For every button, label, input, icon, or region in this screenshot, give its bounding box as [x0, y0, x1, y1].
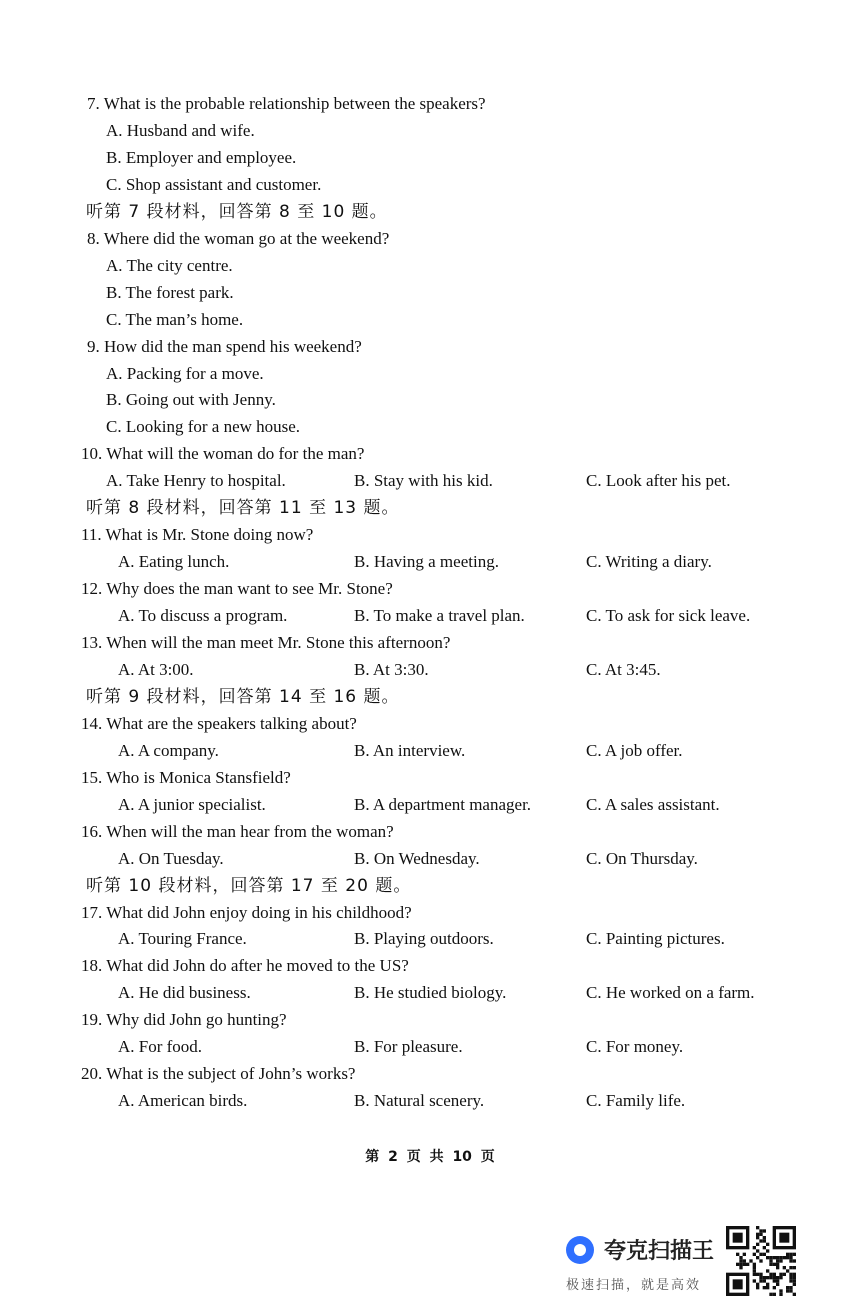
question-row [0, 441, 860, 467]
option-c: C. A job offer. [586, 740, 683, 760]
question-row [0, 630, 860, 656]
question-row [0, 91, 860, 117]
section-text: 听第 10 段材料，回答第 17 至 20 题。 [86, 875, 412, 896]
option-text: B. The forest park. [106, 282, 234, 302]
option-row [0, 280, 860, 306]
option-a: A. Eating lunch. [118, 552, 230, 572]
option-c: C. Writing a diary. [586, 552, 712, 572]
qr-code-icon [726, 1226, 796, 1296]
option-b: B. Natural scenery. [354, 1091, 485, 1111]
question-text: 19. Why did John go hunting? [81, 1010, 287, 1030]
option-c: C. A sales assistant. [586, 794, 720, 814]
question-text: 17. What did John enjoy doing in his childhood? [81, 902, 412, 922]
question-text: 12. Why does the man want to see Mr. Stone? [81, 579, 393, 599]
options-row [0, 980, 860, 1006]
watermark-slogan: 极速扫描，就是高效 [566, 1278, 702, 1293]
option-a: A. Touring France. [118, 929, 247, 949]
question-text: 18. What did John do after he moved to the US? [81, 956, 409, 976]
question-text: 7. What is the probable relationship between the speakers? [87, 94, 486, 113]
question-text: 8. Where did the woman go at the weekend? [87, 228, 390, 248]
option-b: B. For pleasure. [354, 1037, 463, 1057]
page-footer: 第 2 页 共 10 页 [365, 1149, 495, 1165]
question-text: 9. How did the man spend his weekend? [87, 336, 362, 356]
option-b: B. A department manager. [354, 794, 532, 814]
question-row [0, 1061, 860, 1087]
option-c: C. For money. [586, 1037, 684, 1057]
option-row [0, 387, 860, 413]
option-row [0, 145, 860, 171]
option-a: A. American birds. [118, 1091, 248, 1111]
scanner-logo-icon [566, 1236, 594, 1264]
option-text: C. The man’s home. [106, 309, 244, 329]
option-text: C. Looking for a new house. [106, 417, 301, 437]
option-b: B. On Wednesday. [354, 848, 480, 868]
options-row [0, 1088, 860, 1114]
section-text: 听第 8 段材料，回答第 11 至 13 题。 [86, 498, 400, 519]
question-row [0, 334, 860, 360]
option-text: B. Going out with Jenny. [106, 390, 276, 410]
option-a: A. At 3:00. [118, 659, 194, 679]
options-row [0, 926, 860, 952]
option-row [0, 118, 860, 144]
option-row [0, 414, 860, 440]
option-c: C. Family life. [586, 1091, 686, 1111]
option-c: C. He worked on a farm. [586, 983, 755, 1003]
section-text: 听第 7 段材料，回答第 8 至 10 题。 [86, 201, 388, 222]
question-row [0, 1007, 860, 1033]
option-a: A. A junior specialist. [118, 794, 266, 814]
section-heading [0, 873, 860, 899]
option-a: A. For food. [118, 1037, 203, 1057]
question-row [0, 900, 860, 926]
option-row [0, 307, 860, 333]
option-c: C. Look after his pet. [586, 471, 731, 491]
question-row [0, 765, 860, 791]
question-text: 20. What is the subject of John’s works? [81, 1064, 356, 1084]
option-a: A. Take Henry to hospital. [106, 471, 286, 491]
option-text: C. Shop assistant and customer. [106, 174, 322, 194]
option-text: A. Packing for a move. [106, 363, 264, 383]
options-row [0, 549, 860, 575]
option-b: B. To make a travel plan. [354, 606, 525, 626]
option-a: A. On Tuesday. [118, 848, 224, 868]
option-b: B. Having a meeting. [354, 552, 499, 572]
question-text: 10. What will the woman do for the man? [81, 444, 365, 464]
options-row [0, 468, 860, 494]
options-row [0, 846, 860, 872]
section-text: 听第 9 段材料，回答第 14 至 16 题。 [86, 686, 400, 707]
option-b: B. At 3:30. [354, 659, 429, 679]
section-heading [0, 684, 860, 710]
option-c: C. Painting pictures. [586, 929, 725, 949]
options-row [0, 738, 860, 764]
option-b: B. Playing outdoors. [354, 929, 494, 949]
options-row [0, 657, 860, 683]
question-text: 15. Who is Monica Stansfield? [81, 767, 291, 787]
option-a: A. He did business. [118, 983, 251, 1003]
question-row [0, 522, 860, 548]
question-row [0, 819, 860, 845]
section-heading [0, 199, 860, 225]
option-a: A. A company. [118, 740, 219, 760]
option-row [0, 361, 860, 387]
option-text: A. The city centre. [106, 255, 233, 275]
watermark-brand: 夸克扫描王 [604, 1239, 715, 1264]
options-row [0, 792, 860, 818]
question-row [0, 953, 860, 979]
option-c: C. To ask for sick leave. [586, 606, 751, 626]
question-row [0, 711, 860, 737]
option-b: B. He studied biology. [354, 983, 507, 1003]
section-heading [0, 495, 860, 521]
options-row [0, 603, 860, 629]
option-row [0, 172, 860, 198]
question-text: 11. What is Mr. Stone doing now? [81, 525, 314, 545]
question-row [0, 226, 860, 252]
option-text: B. Employer and employee. [106, 147, 297, 167]
option-c: C. On Thursday. [586, 848, 698, 868]
option-b: B. An interview. [354, 740, 466, 760]
question-text: 13. When will the man meet Mr. Stone this afternoon? [81, 633, 451, 652]
option-b: B. Stay with his kid. [354, 471, 493, 491]
option-a: A. To discuss a program. [118, 606, 288, 626]
option-c: C. At 3:45. [586, 659, 661, 679]
option-text: A. Husband and wife. [106, 120, 255, 140]
option-row [0, 253, 860, 279]
question-text: 14. What are the speakers talking about? [81, 713, 357, 733]
options-row [0, 1034, 860, 1060]
question-row [0, 576, 860, 602]
question-text: 16. When will the man hear from the woman? [81, 821, 394, 841]
